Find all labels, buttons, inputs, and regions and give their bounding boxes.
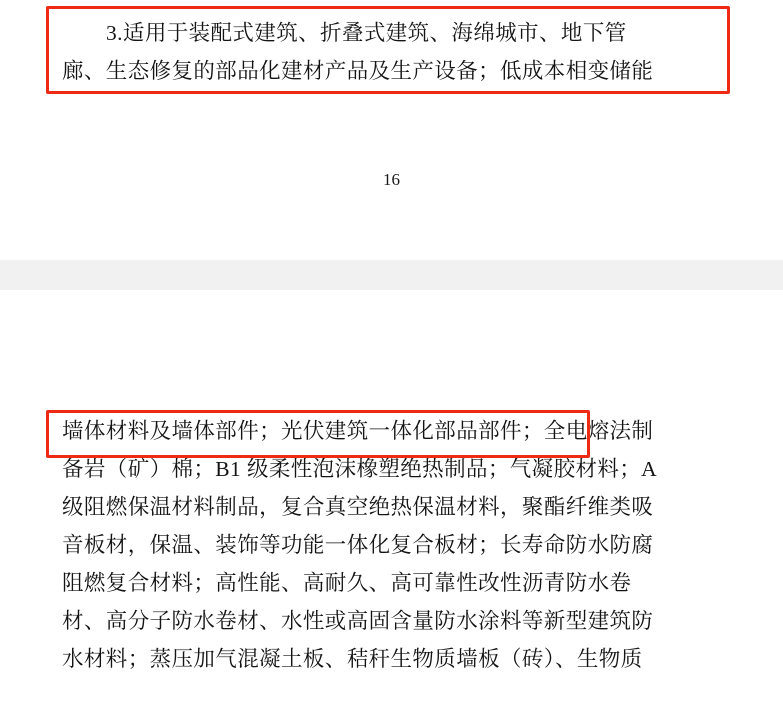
- paragraph-line: 廊、生态修复的部品化建材产品及生产设备；低成本相变储能: [62, 59, 654, 83]
- paragraph-line: 级阻燃保温材料制品，复合真空绝热保温材料，聚酯纤维类吸: [62, 495, 654, 519]
- page-separator: [0, 260, 783, 290]
- page-fragment-bottom: [0, 290, 783, 719]
- paragraph-line: 3.适用于装配式建筑、折叠式建筑、海绵城市、地下管: [106, 21, 627, 45]
- paragraph-line: 材、高分子防水卷材、水性或高固含量防水涂料等新型建筑防: [62, 609, 654, 633]
- paragraph-materials-list: [62, 412, 722, 678]
- paragraph-line: 阻燃复合材料；高性能、高耐久、高可靠性改性沥青防水卷: [62, 571, 632, 595]
- paragraph-line: 水材料；蒸压加气混凝土板、秸秆生物质墙板（砖）、生物质: [62, 647, 643, 671]
- page-number: 16: [383, 170, 400, 189]
- page-fragment-top: [0, 0, 783, 260]
- paragraph-line: 备岩（矿）棉；B1 级柔性泡沫橡塑绝热制品；气凝胶材料；A: [62, 457, 658, 481]
- paragraph-line: 墙体材料及墙体部件；光伏建筑一体化部品部件；全电熔法制: [62, 419, 654, 443]
- paragraph-item-3: [62, 14, 722, 90]
- paragraph-line: 音板材，保温、装饰等功能一体化复合板材；长寿命防水防腐: [62, 533, 654, 557]
